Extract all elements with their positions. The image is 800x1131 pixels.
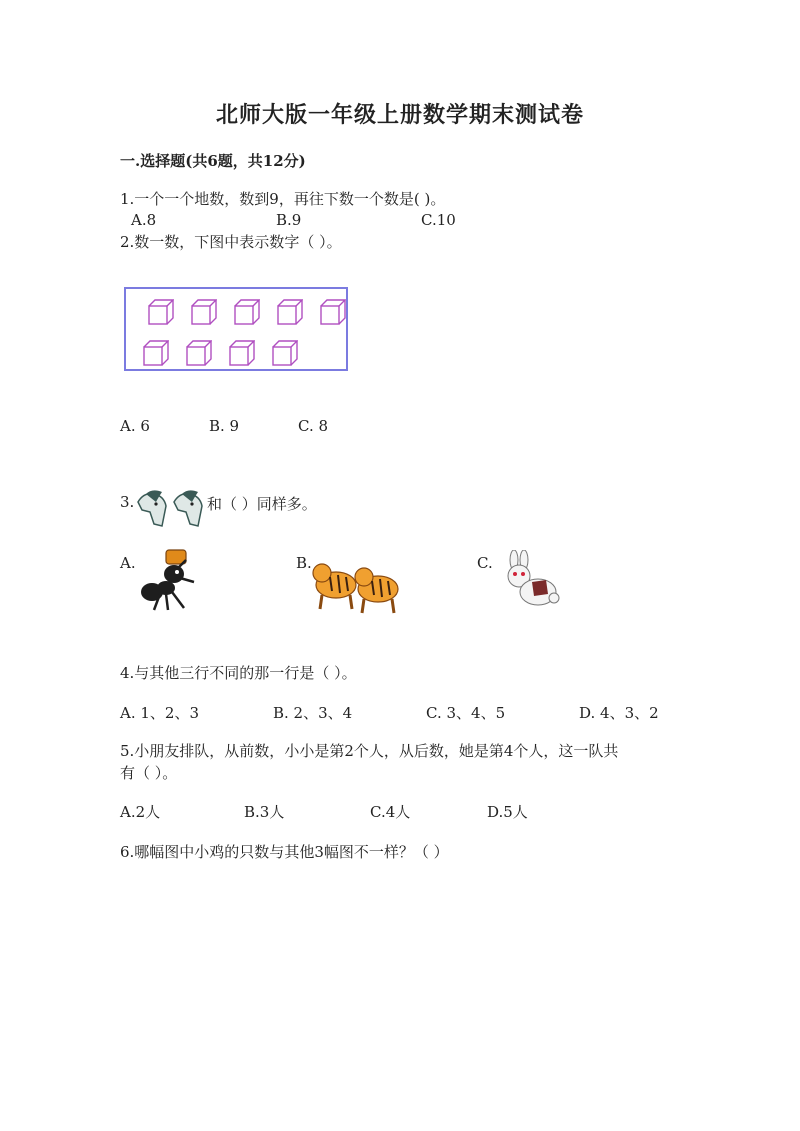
horse-icon <box>174 490 202 526</box>
q5-option-d: D.5人 <box>487 803 528 821</box>
q2-option-b: B. 9 <box>209 417 240 435</box>
cubes-figure <box>124 287 348 371</box>
section-heading: 一.选择题(共6题，共12分) <box>120 152 306 170</box>
cube-icon <box>277 299 303 325</box>
q4-option-a: A. 1、2、3 <box>120 704 199 722</box>
question-5-line2: 有（ ）。 <box>120 764 178 782</box>
rabbit-image <box>494 550 564 612</box>
question-3-number: 3. <box>120 493 135 511</box>
q1-option-b: B.9 <box>276 211 302 229</box>
cube-icon <box>148 299 174 325</box>
q5-option-b: B.3人 <box>244 803 285 821</box>
q1-option-a: A.8 <box>131 211 157 229</box>
q3-option-c: C. <box>477 554 493 572</box>
q1-option-c: C.10 <box>421 211 456 229</box>
q3-option-b: B. <box>296 554 312 572</box>
q3-option-a: A. <box>120 554 136 572</box>
question-4: 4.与其他三行不同的那一行是（ ）。 <box>120 664 357 682</box>
cube-icon <box>234 299 260 325</box>
cube-icon <box>186 340 212 366</box>
horse-icon <box>138 490 166 526</box>
q4-option-d: D. 4、3、2 <box>579 704 659 722</box>
q4-option-b: B. 2、3、4 <box>273 704 353 722</box>
q2-option-c: C. 8 <box>298 417 329 435</box>
tiger-icon <box>313 564 356 609</box>
cube-icon <box>229 340 255 366</box>
ant-image <box>140 548 204 614</box>
question-1: 1.一个一个地数，数到9，再往下数一个数是( )。 <box>120 190 446 208</box>
tigers-image <box>312 555 404 615</box>
question-2: 2.数一数，下图中表示数字（ ）。 <box>120 233 342 251</box>
question-5-line1: 5.小朋友排队，从前数，小小是第2个人，从后数，她是第4个人，这一队共 <box>120 742 619 760</box>
horses-image <box>134 488 206 530</box>
cube-icon <box>191 299 217 325</box>
cube-icon <box>143 340 169 366</box>
q5-option-c: C.4人 <box>370 803 411 821</box>
q5-option-a: A.2人 <box>120 803 161 821</box>
question-3-text: 和（ ）同样多。 <box>207 495 317 513</box>
q4-option-c: C. 3、4、5 <box>426 704 506 722</box>
tiger-icon <box>355 568 398 613</box>
q2-option-a: A. 6 <box>120 417 150 435</box>
cube-icon <box>272 340 298 366</box>
page-title: 北师大版一年级上册数学期末测试卷 <box>215 102 584 128</box>
question-6: 6.哪幅图中小鸡的只数与其他3幅图不一样？（ ） <box>120 843 449 861</box>
cube-icon <box>320 299 346 325</box>
